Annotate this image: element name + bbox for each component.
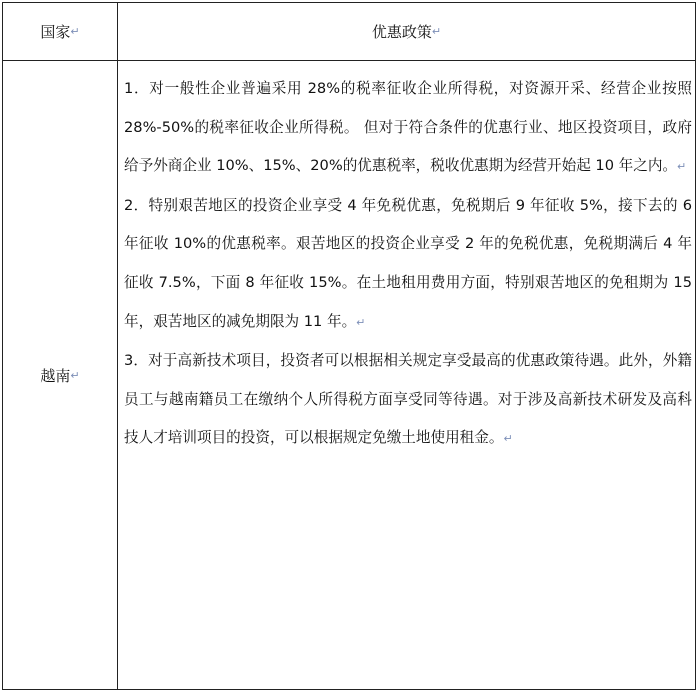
country-name: 越南	[40, 366, 71, 385]
return-mark: ↵	[70, 25, 80, 38]
header-country-label: 国家	[40, 23, 71, 41]
policy-paragraph-2-text: 2．特别艰苦地区的投资企业享受 4 年免税优惠，免税期后 9 年征收 5%，接下去的 6 年征收 10%的优惠税率。艰苦地区的投资企业享受 2 年的免税优惠，免税期满后 4 年征收 7.5%，下面 8 年征收 15%。在土地租用费用方面，特别艰苦地区的免租期为 15 年，艰苦地区的减免期限为 11 年。	[124, 196, 692, 330]
return-mark: ↵	[70, 368, 80, 382]
return-mark: ↵	[431, 25, 442, 38]
return-mark: ↵	[677, 160, 687, 174]
policy-paragraph-3-text: 3．对于高新技术项目，投资者可以根据相关规定享受最高的优惠政策待遇。此外，外籍员工与越南籍员工在缴纳个人所得税方面享受同等待遇。对于涉及高新技术研发及高科技人才培训项目的投资，可以根据规定免缴土地使用租金。	[124, 352, 692, 447]
column-divider	[117, 3, 118, 689]
return-mark: ↵	[356, 315, 366, 329]
policy-paragraph-2	[124, 187, 692, 342]
header-country-cell	[3, 3, 117, 60]
country-cell	[3, 61, 117, 689]
header-policy-label: 优惠政策	[371, 23, 432, 41]
return-mark: ↵	[503, 432, 513, 446]
policy-paragraph-1-text: 1．对一般性企业普遍采用 28%的税率征收企业所得税，对资源开采、经营企业按照 28%-50%的税率征收企业所得税。 但对于符合条件的优惠行业、地区投资项目，政府给予外商企业 10%、15%、20%的优惠税率，税收优惠期为经营开始起 10 年之内。	[124, 80, 692, 175]
policy-paragraph-1	[124, 70, 692, 187]
policy-paragraph-3	[124, 342, 692, 459]
header-policy-cell	[118, 3, 695, 60]
policy-content	[124, 70, 692, 459]
